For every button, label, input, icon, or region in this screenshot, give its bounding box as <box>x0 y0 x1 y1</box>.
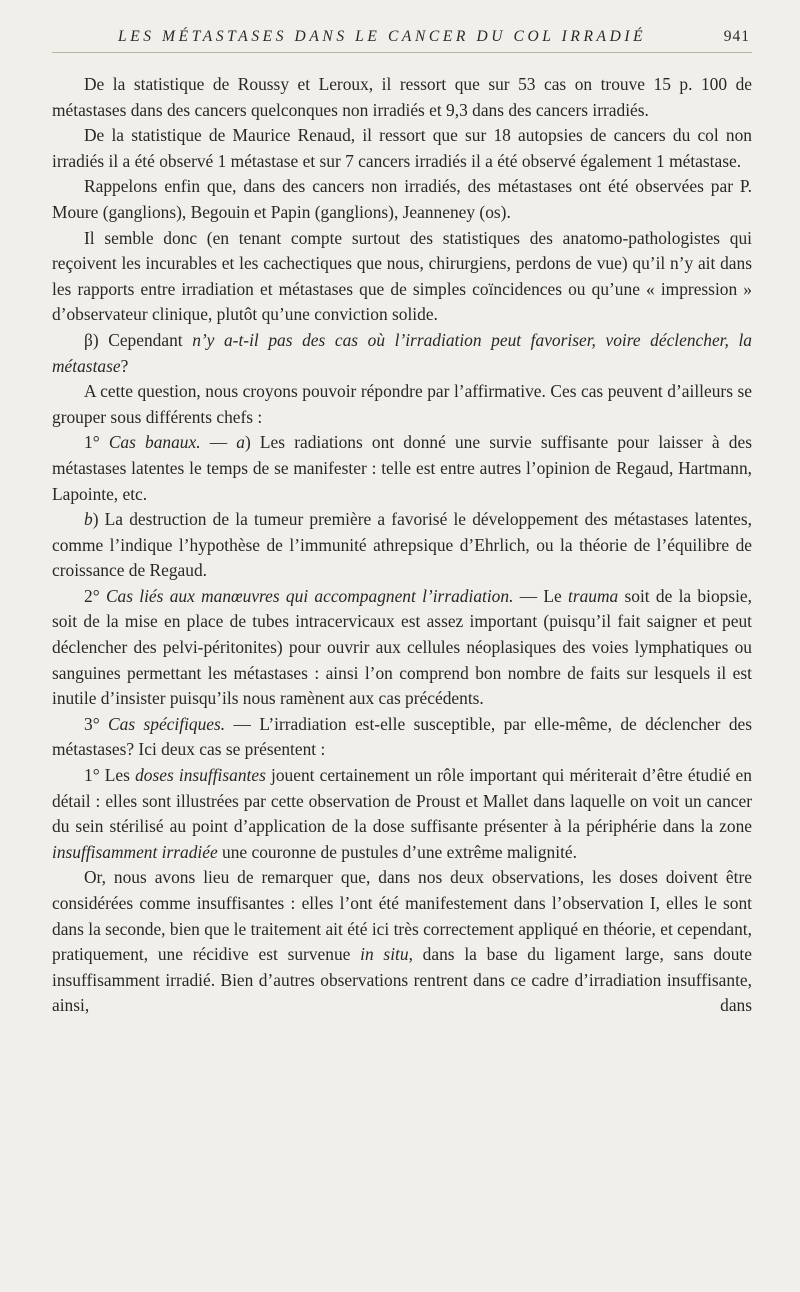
paragraph <box>52 763 752 865</box>
text-run: 2° <box>84 585 106 606</box>
italic-text: a <box>236 432 245 453</box>
italic-text: insuffisamment irradiée <box>52 841 218 862</box>
text-run: jouent certainement un rôle important qui mériterait d’être étudié en détail : elles sont illustrées par cette observation de Proust et Mallet dans laquelle on voit un cancer du sein stérilisé au point d’application de la dose suffisante présenter à la périphérie dans la zone <box>52 765 752 837</box>
paragraph <box>52 865 752 1019</box>
paragraph <box>52 226 752 328</box>
italic-text: trauma <box>567 585 619 606</box>
text-run: ) La destruction de la tumeur première a favorisé le développement des métastases latentes, comme l’indique l’hypothèse de l’immunité athrepsique d’Ehrlich, ou la théorie de l’équilibre de croissance de Regaud. <box>52 509 752 581</box>
text-run: Rappelons enfin que, dans des cancers non irradiés, des métastases ont été observées par P. Moure (ganglions), Begouin et Papin (ganglions), Jeanneney (os). <box>52 176 752 222</box>
text-run: 3° <box>84 713 109 734</box>
text-run: β) Cependant <box>84 329 193 350</box>
text-run: une couronne de pustules d’une extrême malignité. <box>217 841 577 862</box>
italic-text: Cas liés aux manœuvres qui accompagnent l’irradiation. <box>105 585 514 606</box>
text-run: — Le <box>513 585 568 606</box>
page-number: 941 <box>723 28 750 45</box>
text-run: Il semble donc (en tenant compte surtout des statistiques des anatomo-pathologistes qui reçoivent les incurables et les cachectiques que nous, chirurgiens, perdons de vue) qu’il n’y ait dans les rapports entre irradiation et métastases que de simples coïncidences ou qu’une « impression » d’observateur clinique, plutôt qu’une conviction solide. <box>52 227 752 325</box>
paragraph <box>52 507 752 584</box>
italic-text: Cas spécifiques. <box>108 713 226 734</box>
text-run: 1° <box>84 432 109 453</box>
text-run: ) Les radiations ont donné une survie suffisante pour laisser à des métastases latentes le temps de se manifester : telle est entre autres l’opinion de Regaud, Hartmann, Lapointe, etc. <box>52 432 752 504</box>
italic-text: in situ <box>360 944 409 965</box>
italic-text: b <box>84 509 93 530</box>
italic-text: Cas banaux. <box>108 432 201 453</box>
text-run: De la statistique de Maurice Renaud, il ressort que sur 18 autopsies de cancers du col non irradiés il a été observé 1 métastase et sur 7 cancers irradiés il a été observé également 1 métastase. <box>52 125 752 171</box>
paragraph <box>52 584 752 712</box>
paragraph <box>52 123 752 174</box>
paragraph <box>52 430 752 507</box>
paragraph <box>52 72 752 123</box>
paragraph <box>52 712 752 763</box>
text-run: A cette question, nous croyons pouvoir répondre par l’affirmative. Ces cas peuvent d’ailleurs se grouper sous différents chefs : <box>52 381 752 427</box>
text-run: 1° Les <box>84 765 136 786</box>
paragraph <box>52 328 752 379</box>
running-head <box>52 22 752 53</box>
paragraph <box>52 174 752 225</box>
paragraph <box>52 379 752 430</box>
text-run: Or, nous avons lieu de remarquer que, dans nos deux observations, les doses doivent être considérées comme insuffisantes : elles l’ont été manifestement dans l’observation I, elles le sont dans la seconde, bien que le traitement ait été ici très correctement appliqué en théorie, et cependant, pratiquement, une récidive est survenue <box>52 867 752 965</box>
italic-text: doses insuffisantes <box>135 765 266 786</box>
running-title: LES MÉTASTASES DANS LE CANCER DU COL IRRADIÉ <box>118 28 647 45</box>
text-run: De la statistique de Roussy et Leroux, il ressort que sur 53 cas on trouve 15 p. 100 de métastases dans des cancers quelconques non irradiés et 9,3 dans des cancers irradiés. <box>52 74 752 120</box>
italic-text: n’y a-t-il pas des cas où l’irradiation peut favoriser, voire déclencher, la métastase <box>52 329 752 376</box>
text-run: , dans la base du ligament large, sans doute insuffisamment irradié. Bien d’autres observations rentrent dans ce cadre d’irradiation insuffisante, ainsi, dans <box>52 944 752 1016</box>
body-text <box>52 72 752 1019</box>
text-run: — <box>200 432 237 453</box>
text-run: — L’irradiation est-elle susceptible, par elle-même, de déclencher des métastases? Ici deux cas se présentent : <box>52 713 753 760</box>
text-run: ? <box>120 355 129 376</box>
text-run: soit de la biopsie, soit de la mise en place de tubes intracervicaux est assez important (puisqu’il fait saigner et peut déclencher des pelvi-péritonites) pour ouvrir aux cellules néoplasiques des voies lymphatiques ou sanguines permettant les métastases : ainsi l’on comprend bon nombre de faits sur lesquels il est inutile d’insister puisqu’ils nous ramènent aux cas précédents. <box>52 585 753 709</box>
